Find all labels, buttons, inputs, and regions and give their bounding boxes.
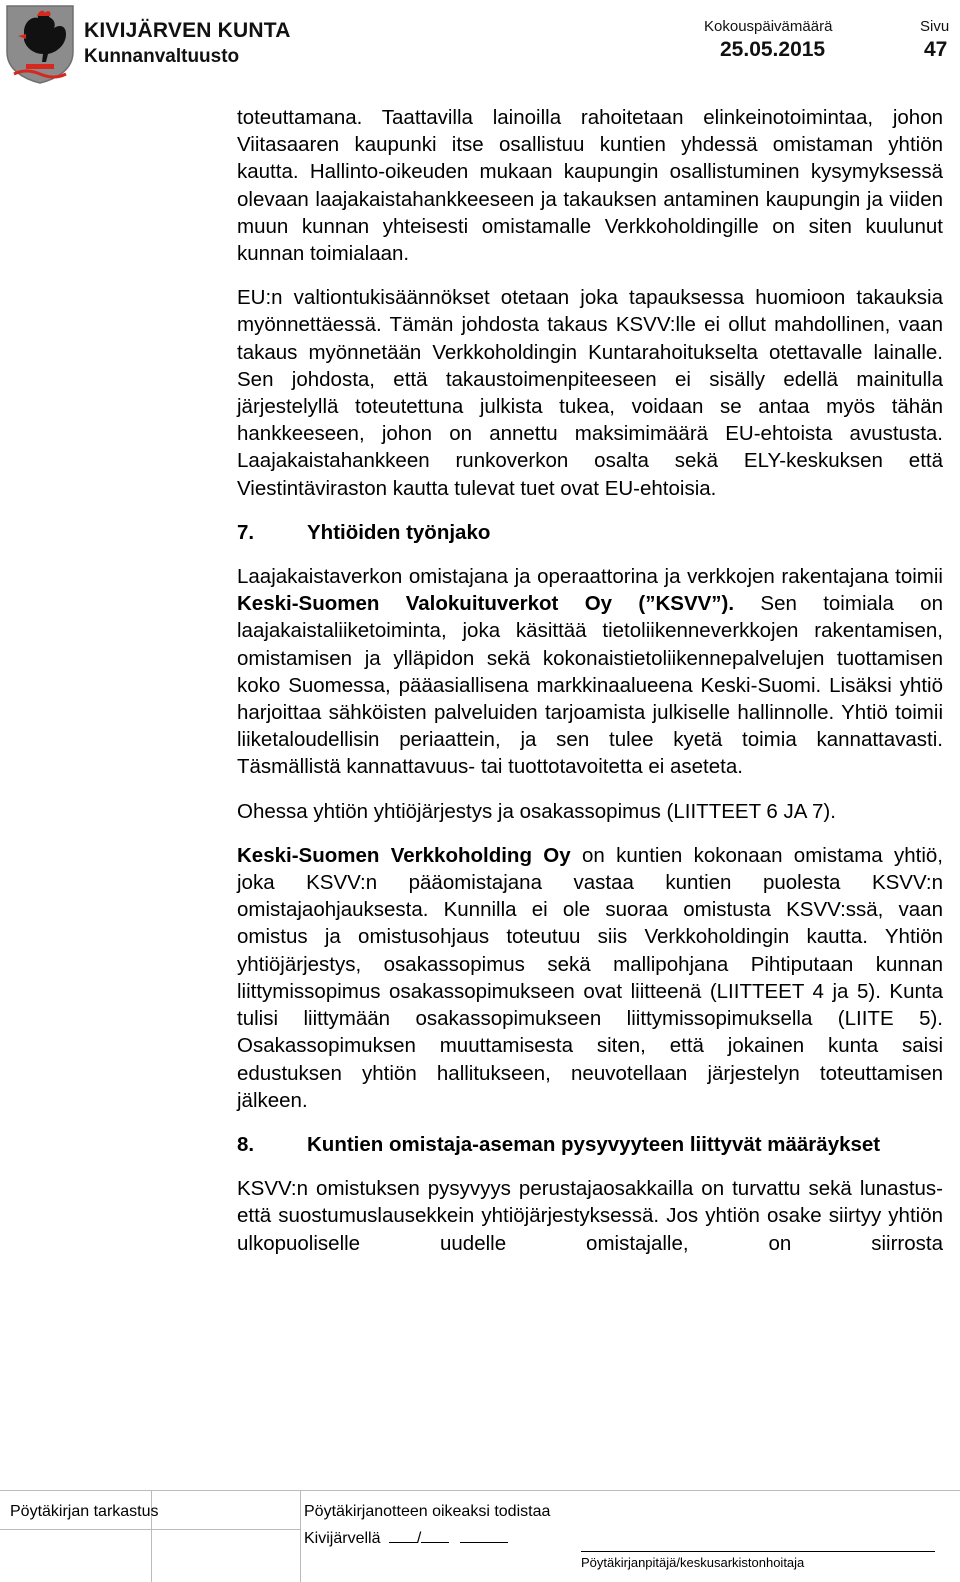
section-title: Yhtiöiden työnjako <box>307 520 491 544</box>
day-blank <box>389 1528 417 1543</box>
section-heading-7 <box>237 519 943 546</box>
page-label: Sivu <box>920 18 950 35</box>
signing-place-date <box>304 1528 508 1548</box>
signature-line <box>581 1551 935 1552</box>
month-blank <box>421 1528 449 1543</box>
body-name: Kunnanvaltuusto <box>84 46 240 67</box>
section-number: 7. <box>237 520 255 544</box>
page-number: 47 <box>924 38 948 61</box>
paragraph: Ohessa yhtiön yhtiöjärjestys ja osakassopimus (LIITTEET 6 JA 7). <box>237 799 836 823</box>
footer-divider <box>300 1491 301 1582</box>
text-run: on kuntien kokonaan omistama yhtiö, joka KSVV:n pääomistajana vastaa kuntien puolesta KSVV:n omistajaohjauksesta. Kunnilla ei ole suoraa omistusta KSVV:ssä, vaan omistus ja omistusohjaus toteutuu siis Verkkoholdingin kautta. Yhtiön yhtiöjärjestys, osakassopimus sekä mallipohjana Pihtiputaan kunnan liittymissopimus osakassopimukseen ovat liitteenä (LIITTEET 4 ja 5). Kunta tulisi liittymään osakassopimukseen liittymissopimuksella (LIITE 5). Osakassopimuksen muuttamisesta siten, että jokainen kunta saisi edustuksen yhtiön hallitukseen, neuvotellaan järjestelyn toteuttamisen jälkeen. <box>237 843 943 1112</box>
meeting-date-label: Kokouspäivämäärä <box>704 18 833 35</box>
paragraph <box>237 563 943 781</box>
signature-footer <box>0 1490 960 1582</box>
year-blank <box>460 1528 508 1543</box>
section-title: Kuntien omistaja-aseman pysyvyyteen liittyvät määräykset <box>307 1132 881 1156</box>
paragraph: toteuttamana. Taattavilla lainoilla rahoitetaan elinkeinotoimintaa, johon Viitasaaren kaupunki itse osallistuu kuntien yhdessä omistaman yhtiön kautta. Hallinto-oikeuden mukaan kaupungin osallistuminen kysymyksessä olevaan laajakaistahankkeeseen ja takauksen antaminen kaupungin ja viiden muun kunnan yhteisesti omistamalle Verkkoholdingille on siten kuulunut kunnan toimialaan. <box>237 106 943 266</box>
company-name-bold: Keski-Suomen Valokuituverkot Oy (”KSVV”). <box>237 592 735 616</box>
paragraph <box>237 842 943 1114</box>
section-heading-8 <box>237 1131 943 1158</box>
company-name-bold: Keski-Suomen Verkkoholding Oy <box>237 843 571 867</box>
paragraph: KSVV:n omistuksen pysyvyys perustajaosakkailla on turvattu sekä lunastus- että suostumuslausekkein yhtiöjärjestyksessä. Jos yhtiön osake siirtyy yhtiön ulkopuoliselle uudelle omistajalle, on siirrosta <box>237 1177 943 1255</box>
certification-label: Pöytäkirjanotteen oikeaksi todistaa <box>304 1503 551 1520</box>
signer-title: Pöytäkirjanpitäjä/keskusarkistonhoitaja <box>581 1555 805 1570</box>
text-run: Sen toimiala on laajakaistaliiketoiminta, joka käsittää tietoliikenneverkkojen rakentamisen, omistamisen ja ylläpidon sekä kokonaistietoliikennepalvelujen tuottamisen koko Suomessa, pääasiallisena markkinaalueena Keski-Suomi. Lisäksi yhtiö harjoittaa sähköisten palveluiden tarjoamista julkiselle hallinnolle. Yhtiö toimii liiketaloudellisin periaattein, ja sen tulee kyetä toimia kannattavasti. Täsmällistä kannattavuus- tai tuottotavoitetta ei aseteta. <box>237 592 943 779</box>
paragraph: EU:n valtiontukisäännökset otetaan joka tapauksessa huomioon takauksia myönnettäessä. Tämän johdosta takaus KSVV:lle ei ollut mahdollinen, vaan takaus myönnetään Verkkoholdingin Kuntarahoitukselta otettavalle lainalle. Sen johdosta, että takaustoimenpiteeseen ei sisälly edellä mainitulla järjestelyllä toteutettuna julkista tukea, voidaan se antaa myös tähän hankkeeseen, johon on annettu maksimimäärä EU-ehtoista avustusta. Laajakaistahankkeen runkoverkon osalta sekä ELY-keskuksen että Viestintäviraston kautta tulevat tuet ovat EU-ehtoisia. <box>237 286 943 500</box>
date-separator: / <box>416 1530 422 1547</box>
document-body <box>237 104 943 1274</box>
text-run: Laajakaistaverkon omistajana ja operaattorina ja verkkojen rakentajana toimii <box>237 565 943 589</box>
section-number: 8. <box>237 1132 255 1156</box>
minutes-review-label: Pöytäkirjan tarkastus <box>10 1503 159 1520</box>
coat-of-arms-rooster-icon <box>4 4 76 84</box>
signing-place: Kivijärvellä <box>304 1530 381 1547</box>
footer-divider <box>0 1529 300 1530</box>
meeting-date-value: 25.05.2015 <box>720 38 826 61</box>
organization-name: KIVIJÄRVEN KUNTA <box>84 19 291 42</box>
